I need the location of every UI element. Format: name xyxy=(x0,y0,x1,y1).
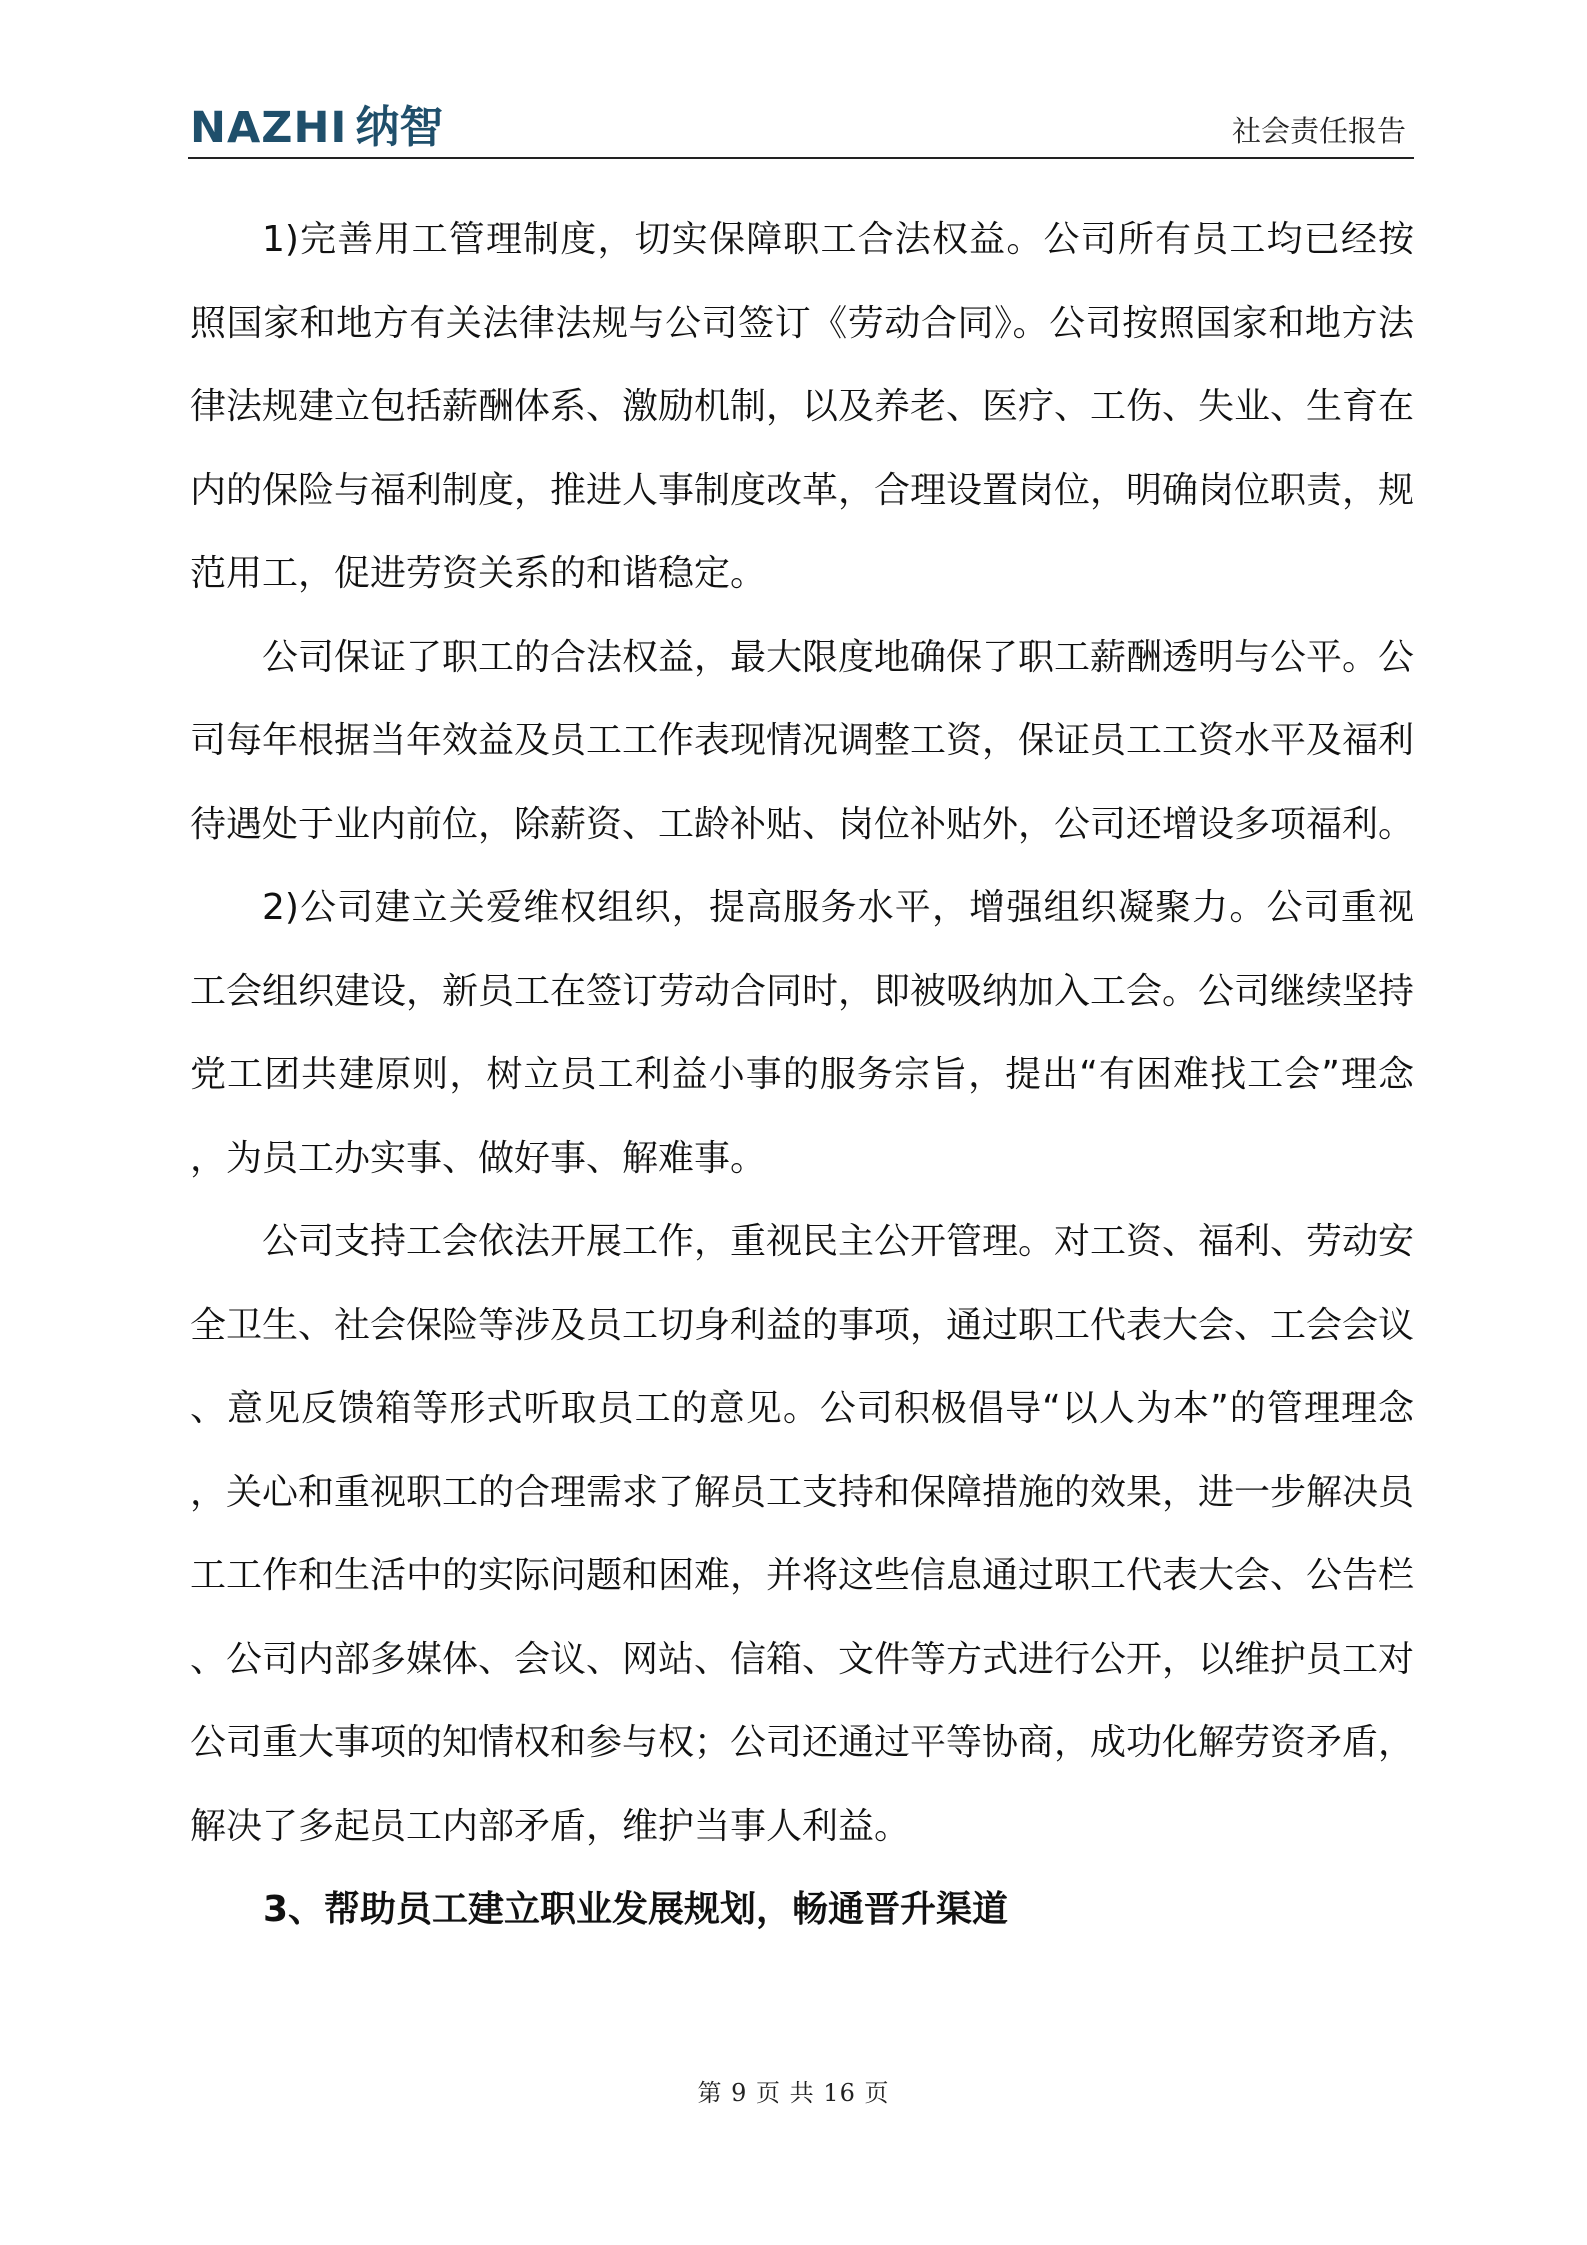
header-divider xyxy=(188,157,1414,159)
logo-latin-text: NAZHI xyxy=(190,103,348,153)
page-header xyxy=(190,100,1414,156)
report-title: 社会责任报告 xyxy=(1231,114,1406,148)
section-heading: 3、帮助员工建立职业发展规划，畅通晋升渠道 xyxy=(263,1889,1009,1930)
page-footer: 第 9 页 共 16 页 xyxy=(697,2079,890,2107)
document-body xyxy=(190,198,1414,1952)
logo-chinese-text: 纳智 xyxy=(355,102,444,153)
company-logo xyxy=(190,102,443,152)
paragraph: 2)公司建立关爱维权组织，提高服务水平，增强组织凝聚力。公司重视工会组织建设，新员工在签订劳动合同时，即被吸纳加入工会。公司继续坚持党工团共建原则，树立员工利益小事的服务宗旨，提出“有困难找工会”理念，为员工办实事、做好事、解难事。 xyxy=(190,887,1415,1179)
paragraph: 公司支持工会依法开展工作，重视民主公开管理。对工资、福利、劳动安全卫生、社会保险等涉及员工切身利益的事项，通过职工代表大会、工会会议、意见反馈箱等形式听取员工的意见。公司积极倡导“以人为本”的管理理念，关心和重视职工的合理需求了解员工支持和保障措施的效果，进一步解决员工工作和生活中的实际问题和困难，并将这些信息通过职工代表大会、公告栏、公司内部多媒体、会议、网站、信箱、文件等方式进行公开，以维护员工对公司重大事项的知情权和参与权；公司还通过平等协商，成功化解劳资矛盾，解决了多起员工内部矛盾，维护当事人利益。 xyxy=(190,1221,1415,1847)
paragraph: 公司保证了职工的合法权益，最大限度地确保了职工薪酬透明与公平。公司每年根据当年效益及员工工作表现情况调整工资，保证员工工资水平及福利待遇处于业内前位，除薪资、工龄补贴、岗位补贴外，公司还增设多项福利。 xyxy=(190,636,1415,845)
paragraph: 1)完善用工管理制度，切实保障职工合法权益。公司所有员工均已经按照国家和地方有关法律法规与公司签订《劳动合同》。公司按照国家和地方法律法规建立包括薪酬体系、激励机制，以及养老、医疗、工伤、失业、生育在内的保险与福利制度，推进人事制度改革，合理设置岗位，明确岗位职责，规范用工，促进劳资关系的和谐稳定。 xyxy=(190,219,1415,594)
